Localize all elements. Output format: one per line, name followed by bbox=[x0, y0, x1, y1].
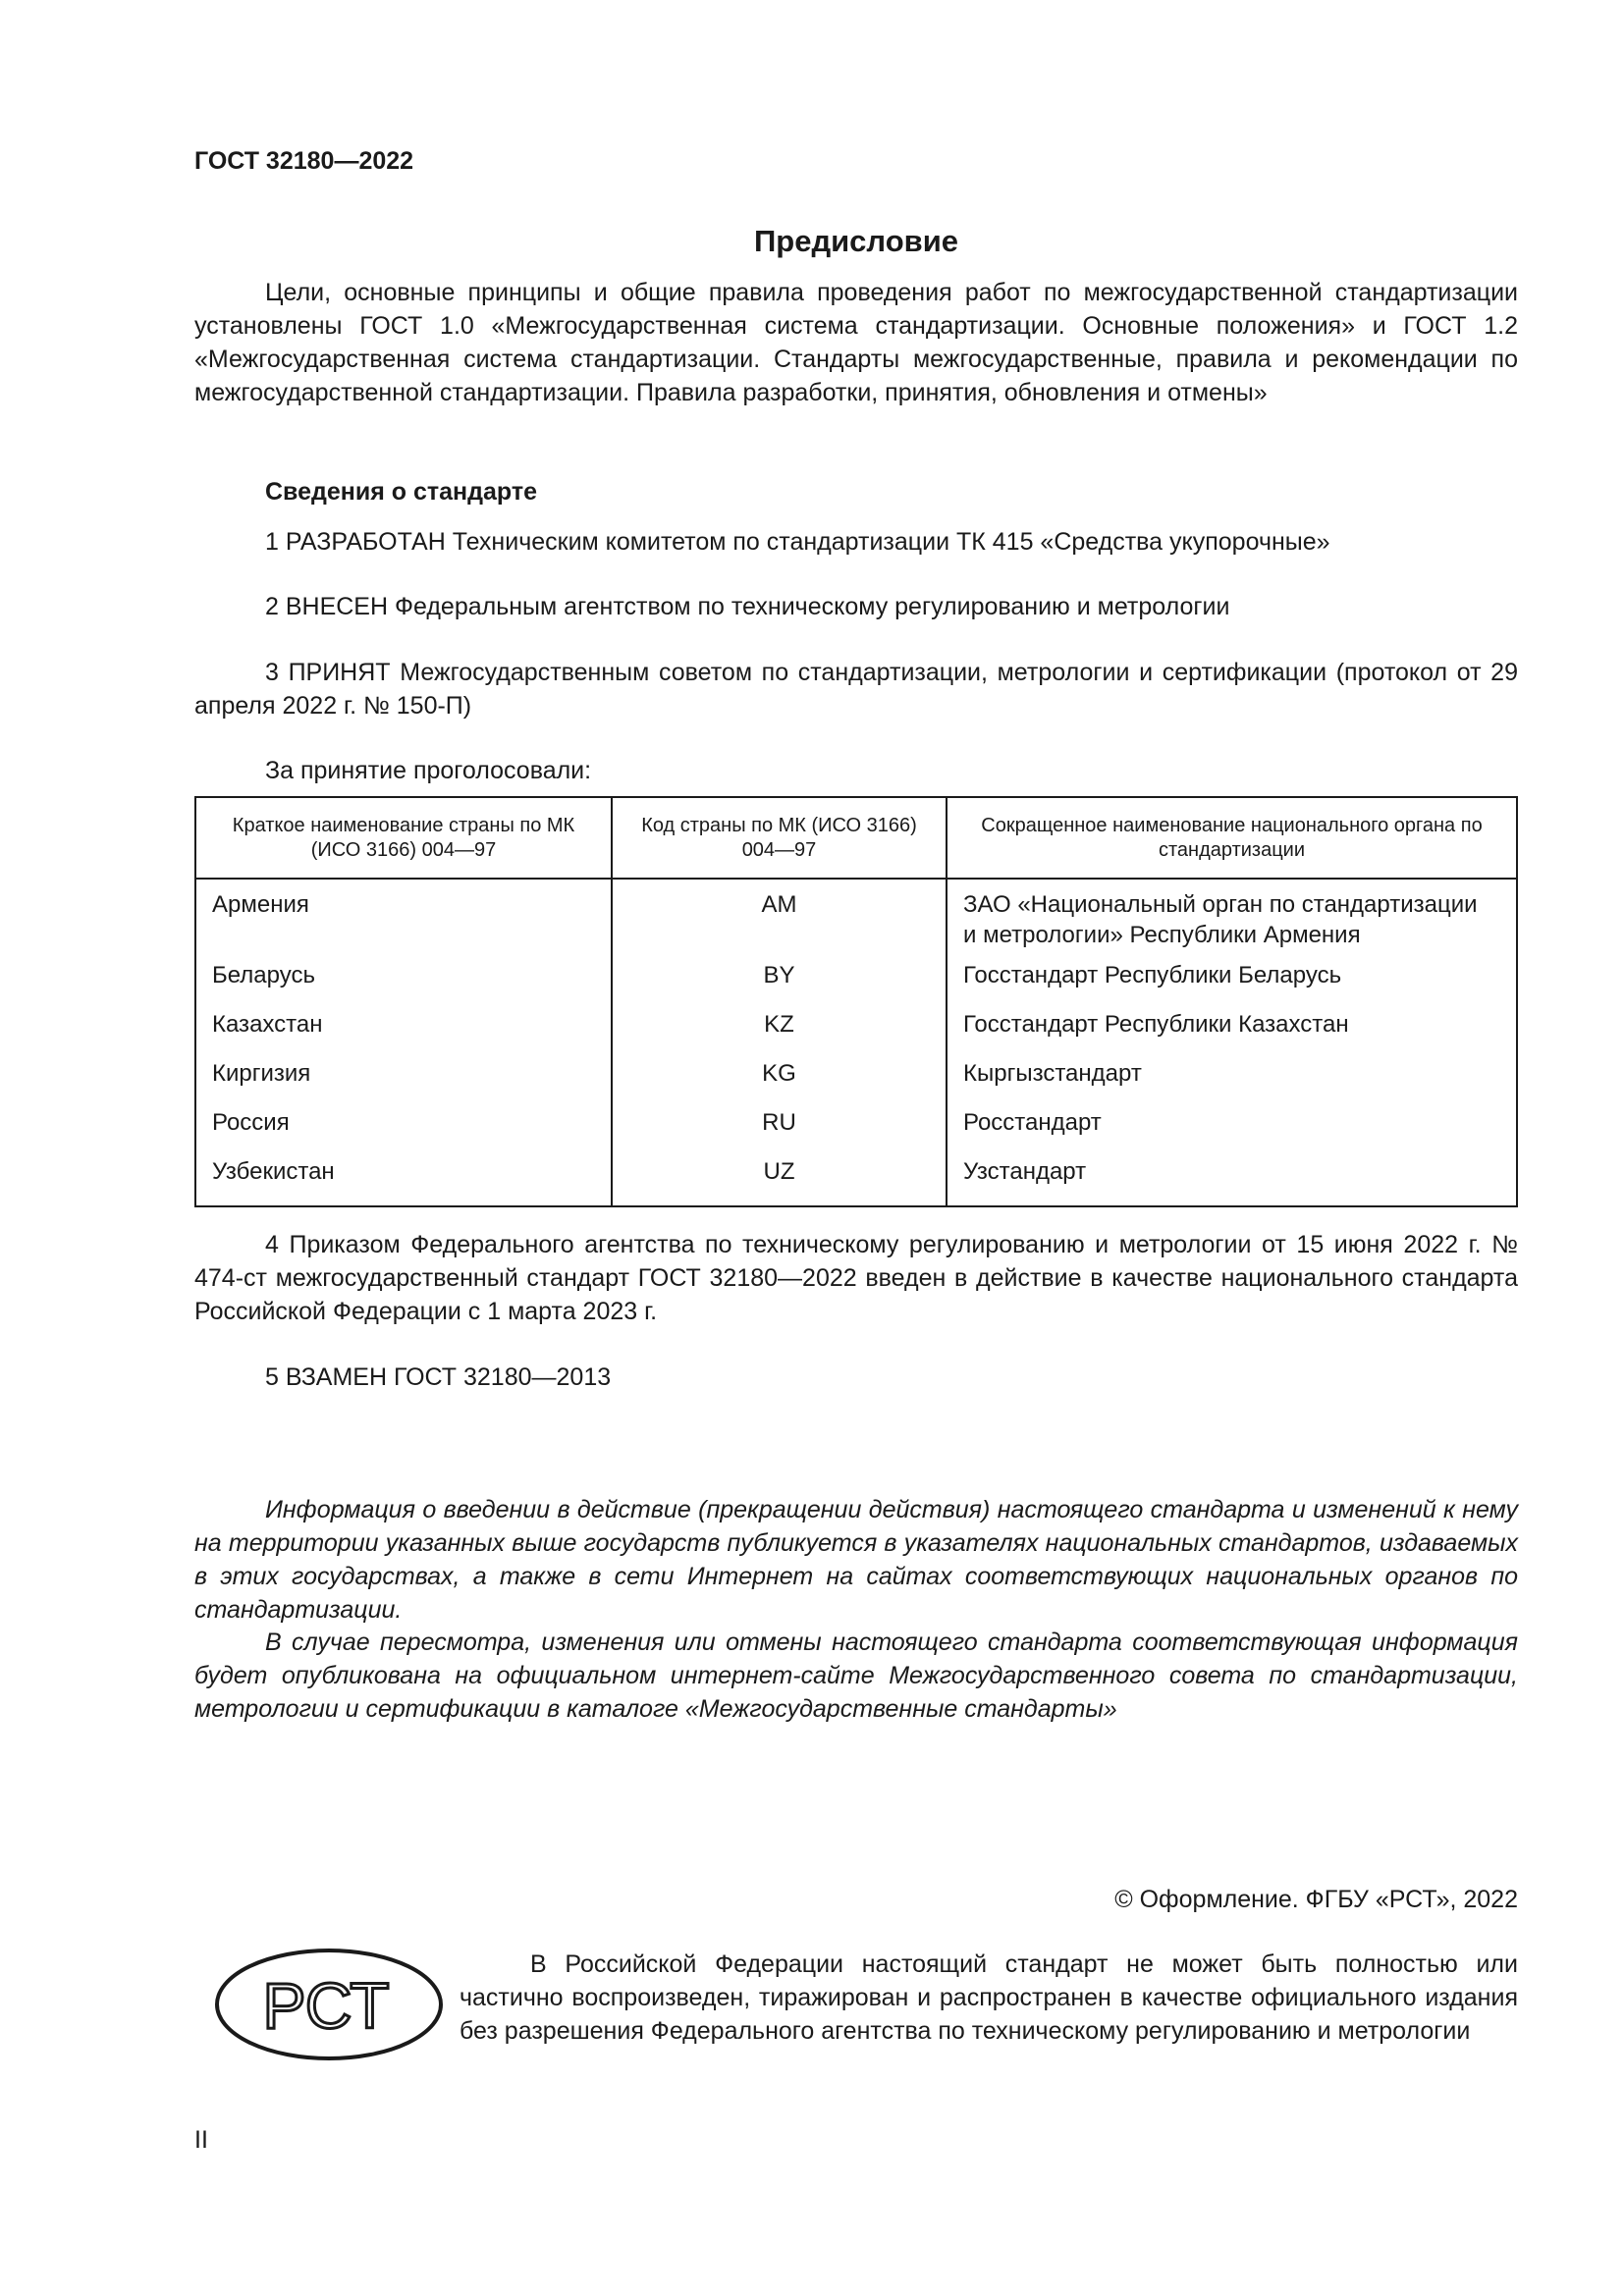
country-cell: Россия bbox=[195, 1107, 612, 1156]
code-cell: KG bbox=[612, 1058, 947, 1107]
table-header-row bbox=[195, 797, 1517, 879]
italic-note-2: В случае пересмотра, изменения или отмены настоящего стандарта соответствующая информация будет опубликована на официальном интернет-сайте Межгосударственного совета по стандартизации, метрологии и сертификации в каталоге «Межгосударственные стандарты» bbox=[194, 1629, 1518, 1723]
copyright: © Оформление. ФГБУ «РСТ», 2022 bbox=[1114, 1886, 1518, 1913]
body-cell: Кыргызстандарт bbox=[963, 1060, 1142, 1087]
body-line: ЗАО «Национальный орган по стандартизации bbox=[963, 891, 1478, 918]
item-adopted: 3 ПРИНЯТ Межгосударственным советом по стандартизации, метрологии и сертификации (протокол от 29 апреля 2022 г. № 150-П) bbox=[194, 659, 1518, 720]
table-row bbox=[195, 960, 1517, 1009]
country-cell: Беларусь bbox=[195, 960, 612, 1009]
header-country-code: Код страны по МК (ИСО 3166) 004—97 bbox=[612, 797, 947, 879]
header-national-body: Сокращенное наименование национального органа по стандартизации bbox=[947, 797, 1517, 879]
code-cell: UZ bbox=[612, 1156, 947, 1206]
body-cell: Госстандарт Республики Беларусь bbox=[963, 962, 1342, 988]
country-cell: Казахстан bbox=[195, 1009, 612, 1058]
item-developed: 1 РАЗРАБОТАН Техническим комитетом по стандартизации ТК 415 «Средства укупорочные» bbox=[265, 528, 1330, 556]
logo-text: РСТ bbox=[262, 1969, 390, 2042]
code-cell: AM bbox=[612, 879, 947, 960]
page-number: II bbox=[194, 2126, 208, 2154]
table-row bbox=[195, 879, 1517, 960]
italic-note-1: Информация о введении в действие (прекращении действия) настоящего стандарта и изменений к нему на территории указанных выше государств публикуется в указателях национальных стандартов, издаваемых в этих государствах, а также в сети Интернет на сайтах соответствующих национальных органов по стандартизации. bbox=[194, 1496, 1518, 1624]
rst-logo-icon bbox=[212, 1946, 446, 2063]
body-cell bbox=[947, 879, 1517, 960]
code-cell: RU bbox=[612, 1107, 947, 1156]
info-heading: Сведения о стандарте bbox=[265, 478, 538, 506]
table-row bbox=[195, 1009, 1517, 1058]
table-row bbox=[195, 1156, 1517, 1206]
body-cell: Росстандарт bbox=[963, 1109, 1102, 1136]
document-code: ГОСТ 32180—2022 bbox=[194, 147, 414, 175]
item-introduced: 2 ВНЕСЕН Федеральным агентством по техническому регулированию и метрологии bbox=[265, 593, 1230, 620]
table-row bbox=[195, 1107, 1517, 1156]
item-replaces: 5 ВЗАМЕН ГОСТ 32180—2013 bbox=[265, 1363, 612, 1391]
country-cell: Киргизия bbox=[195, 1058, 612, 1107]
reproduction-notice: В Российской Федерации настоящий стандарт не может быть полностью или частично воспроизведен, тиражирован и распространен в качестве официального издания без разрешения Федерального агентства по техническому регулированию и метрологии bbox=[460, 1950, 1518, 2045]
body-cell: Госстандарт Республики Казахстан bbox=[963, 1011, 1349, 1038]
table-row bbox=[195, 1058, 1517, 1107]
body-line: и метрологии» Республики Армения bbox=[963, 922, 1361, 948]
body-cell: Узстандарт bbox=[963, 1158, 1087, 1185]
code-cell: BY bbox=[612, 960, 947, 1009]
country-cell: Армения bbox=[195, 879, 612, 960]
voted-label: За принятие проголосовали: bbox=[265, 757, 592, 784]
country-cell: Узбекистан bbox=[195, 1156, 612, 1206]
code-cell: KZ bbox=[612, 1009, 947, 1058]
voting-table bbox=[194, 796, 1518, 1207]
header-country-name: Краткое наименование страны по МК (ИСО 3166) 004—97 bbox=[195, 797, 612, 879]
page-title: Предисловие bbox=[753, 224, 958, 258]
intro-paragraph: Цели, основные принципы и общие правила проведения работ по межгосударственной стандартизации установлены ГОСТ 1.0 «Межгосударственная система стандартизации. Основные положения» и ГОСТ 1.2 «Межгосударственная система стандартизации. Стандарты межгосударственные, правила и рекомендации по межгосударственной стандартизации. Правила разработки, принятия, обновления и отмены» bbox=[194, 279, 1518, 406]
item-order: 4 Приказом Федерального агентства по техническому регулированию и метрологии от 15 июня 2022 г. № 474-ст межгосударственный стандарт ГОСТ 32180—2022 введен в действие в качестве национального стандарта Российской Федерации с 1 марта 2023 г. bbox=[194, 1231, 1518, 1325]
